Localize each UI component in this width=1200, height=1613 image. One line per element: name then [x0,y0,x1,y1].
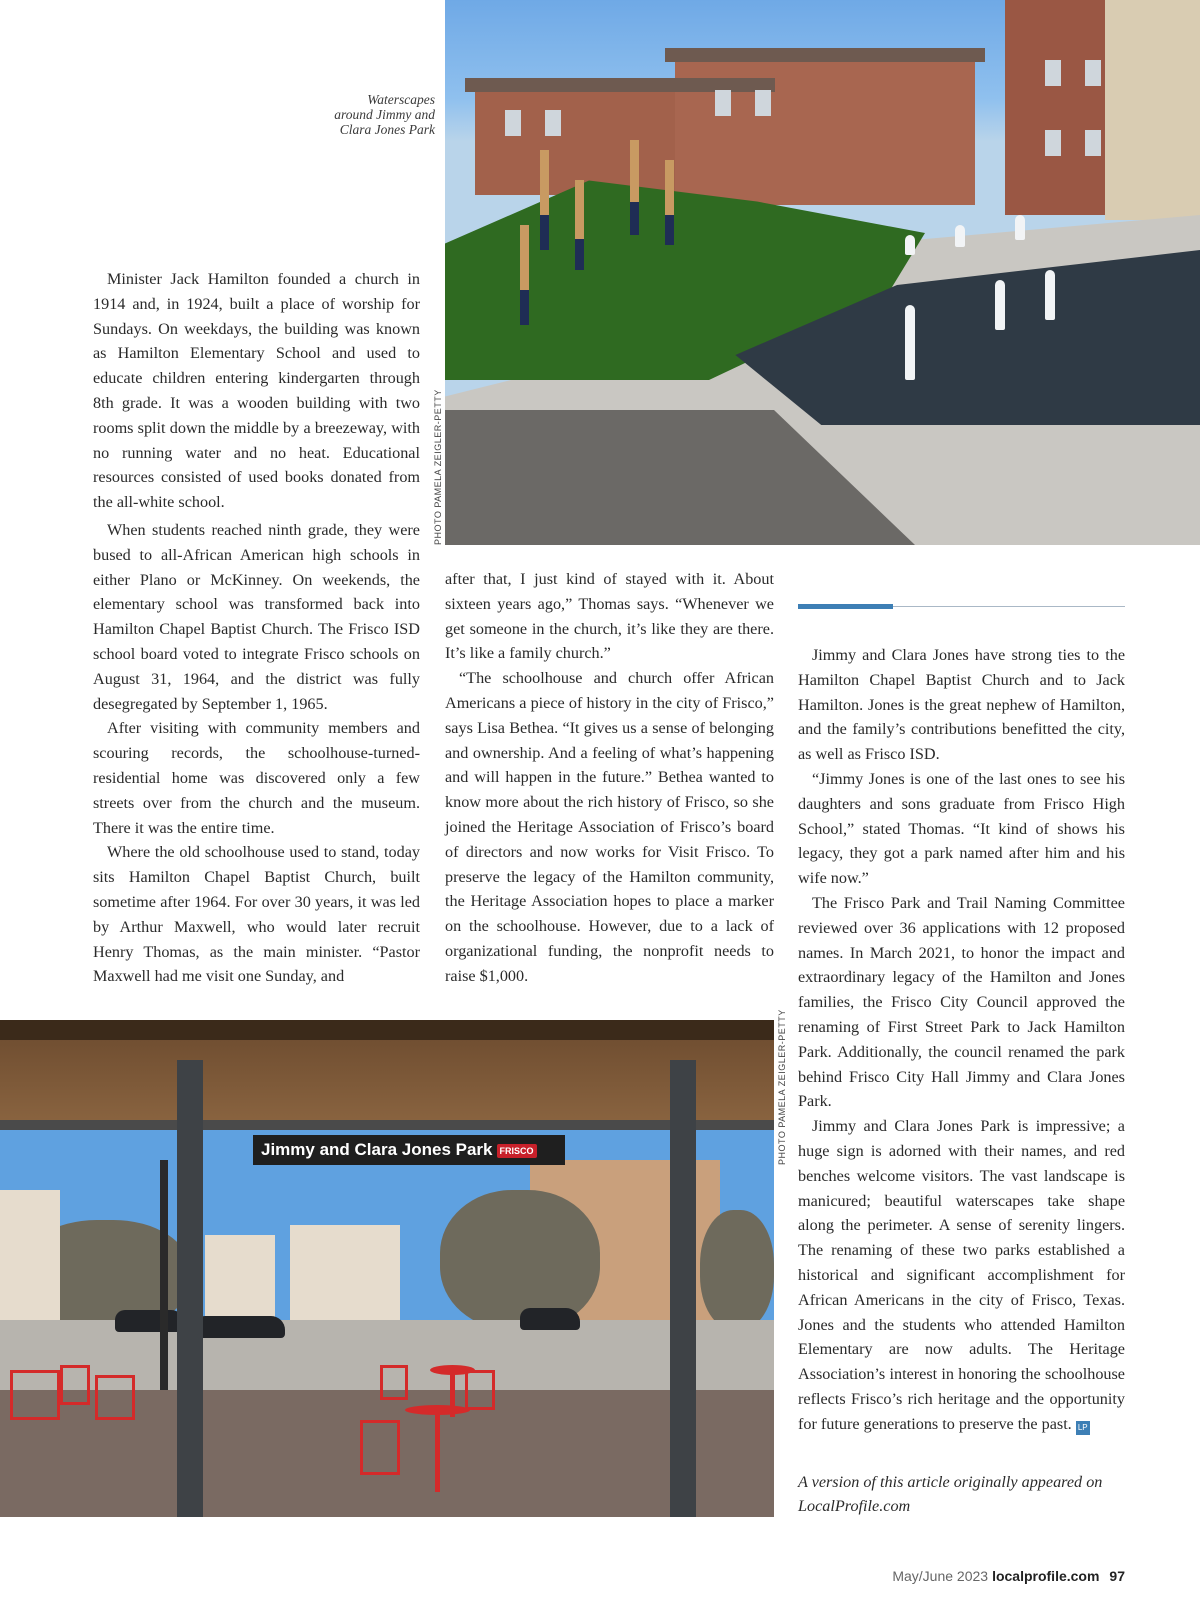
article-paragraph: When students reached ninth grade, they were bused to all-African American high schools in either Plano or McKinney. On weekends, the elementary school was transformed back into Hamilton Chapel Baptist Church. The Frisco ISD school board voted to integrate Frisco schools on August 31, 1964, and the district was fully desegregated by September 1, 1965. [93,521,420,713]
window [1045,130,1061,156]
article-tagline [798,1470,1125,1518]
red-table-leg [435,1412,440,1492]
page-footer [892,1568,1125,1584]
photo-credit: PHOTO PAMELA ZEIGLER-PETTY [777,1009,787,1165]
window [715,90,731,116]
building [205,1235,275,1320]
wood-post [540,150,549,250]
window [545,110,561,136]
window [1085,60,1101,86]
car [520,1308,580,1330]
window [1085,130,1101,156]
waterscape-photo [445,0,1200,545]
issue-date: May/June 2023 [892,1568,989,1584]
window [1045,60,1061,86]
frisco-logo: FRISCO [497,1144,537,1158]
park-sign-text: Jimmy and Clara Jones Park [261,1140,493,1159]
tagline-line: A version of this article originally appeared on [798,1473,1103,1491]
red-chair [465,1370,495,1410]
article-paragraph: Minister Jack Hamilton founded a church in 1914 and, in 1924, built a place of worship for Sundays. On weekdays, the building was known as Hamilton Elementary School and used to educate children entering kindergarten through 8th grade. It was a wooden building with two rooms split down the middle by a breezeway, with no running water and no heat. Educational resources consisted of used books donated from the all-white school. [93,270,420,512]
window [755,90,771,116]
park-sign [253,1135,565,1165]
article-paragraph: After visiting with community members and scouring records, the schoolhouse-turned-residential home was discovered only a few streets over from the church and the museum. There it was the entire time. [93,719,420,837]
pillar [177,1060,203,1517]
fountain-jet [1015,215,1025,240]
red-chair [380,1365,408,1400]
article-paragraph: Where the old schoolhouse used to stand, today sits Hamilton Chapel Baptist Church, built sometime after 1964. For over 30 years, it was led by Arthur Maxwell, who would later recruit Henry Thomas, as the main minister. “Pastor Maxwell had me visit one Sunday, and [93,843,420,986]
article-column-1-top [93,267,420,515]
article-paragraph: “Jimmy Jones is one of the last ones to see his daughters and sons graduate from Frisco High School,” stated Thomas. “It kind of shows his legacy, they got a park named after him and his wife now.” [798,769,1125,888]
roof [665,48,985,62]
article-text: Jimmy and Clara Jones Park is impressive; a huge sign is adorned with their names, and red benches welcome visitors. The vast landscape is manicured; beautiful waterscapes take shape along the perimeter. A sense of serenity lingers. The renaming of these two parks established a historical and significant accomplishment for African Americans in the city of Frisco, Texas. Jones and the students who attended Hamilton Elementary are now adults. The Heritage Association’s interest in honoring the schoolhouse reflects Frisco’s rich heritage and the opportunity for future generations to preserve the past. [798,1117,1125,1433]
end-mark-icon: LP [1076,1421,1090,1435]
red-chair [60,1365,90,1405]
red-chair [10,1370,60,1420]
car [115,1310,185,1332]
page-number: 97 [1109,1568,1125,1584]
canopy-edge [0,1020,774,1040]
fountain-jet [905,305,915,380]
wood-post [575,180,584,270]
article-paragraph [798,1114,1125,1436]
fountain-jet [995,280,1005,330]
tagline-line: LocalProfile.com [798,1497,911,1515]
red-chair [95,1375,135,1420]
park-sign-photo [0,1020,774,1517]
article-column-2 [445,567,774,989]
site-name: localprofile.com [992,1568,1100,1584]
caption-line: Clara Jones Park [339,122,435,137]
article-paragraph: after that, I just kind of stayed with it. About sixteen years ago,” Thomas says. “Whenever we get someone in the church, it’s like they are there. It’s like a family church.” [445,570,774,663]
caption-line: Waterscapes [367,92,435,107]
wood-post [520,225,529,325]
canopy-beam [0,1120,774,1130]
window [505,110,521,136]
tree [440,1190,600,1330]
red-table-leg [450,1372,455,1417]
article-paragraph: “The schoolhouse and church offer African Americans a piece of history in the city of Frisco,” says Lisa Bethea. “It gives us a sense of belonging and ownership. And a feeling of what’s happening and will happen in the future.” Bethea wanted to know more about the rich history of Frisco, so she joined the Heritage Association of Frisco’s board of directors and now works for Visit Frisco. To preserve the legacy of the Hamilton community, the Heritage Association hopes to place a marker on the schoolhouse. However, due to a lack of organizational funding, the nonprofit needs to raise $1,000. [445,669,774,985]
fountain-jet [955,225,965,247]
caption-line: around Jimmy and [334,107,435,122]
building [290,1225,400,1320]
building [1105,0,1200,220]
street-lamp [160,1160,168,1420]
article-paragraph: The Frisco Park and Trail Naming Committee reviewed over 36 applications with 12 proposed names. In March 2021, to honor the impact and extraordinary legacy of the Hamilton and Jones families, the Frisco City Council approved the renaming of First Street Park to Jack Hamilton Park. Additionally, the council renamed the park behind Frisco City Hall Jimmy and Clara Jones Park. [798,893,1125,1111]
article-column-3 [798,643,1125,1437]
wood-post [630,140,639,235]
pillar [670,1060,696,1517]
car [195,1316,285,1338]
article-column-1-bottom [93,518,420,989]
fountain-jet [1045,270,1055,320]
tree [700,1210,774,1330]
photo-caption [300,92,435,137]
building [0,1190,60,1320]
section-rule [893,606,1125,607]
red-chair [360,1420,400,1475]
section-rule-accent [798,604,893,609]
fountain-jet [905,235,915,255]
article-paragraph: Jimmy and Clara Jones have strong ties to the Hamilton Chapel Baptist Church and to Jack Hamilton. Jones is the great nephew of Hamilton, and the family’s contributions benefitted the city, as well as Frisco ISD. [798,646,1125,764]
photo-credit: PHOTO PAMELA ZEIGLER-PETTY [433,389,443,545]
wood-post [665,160,674,245]
